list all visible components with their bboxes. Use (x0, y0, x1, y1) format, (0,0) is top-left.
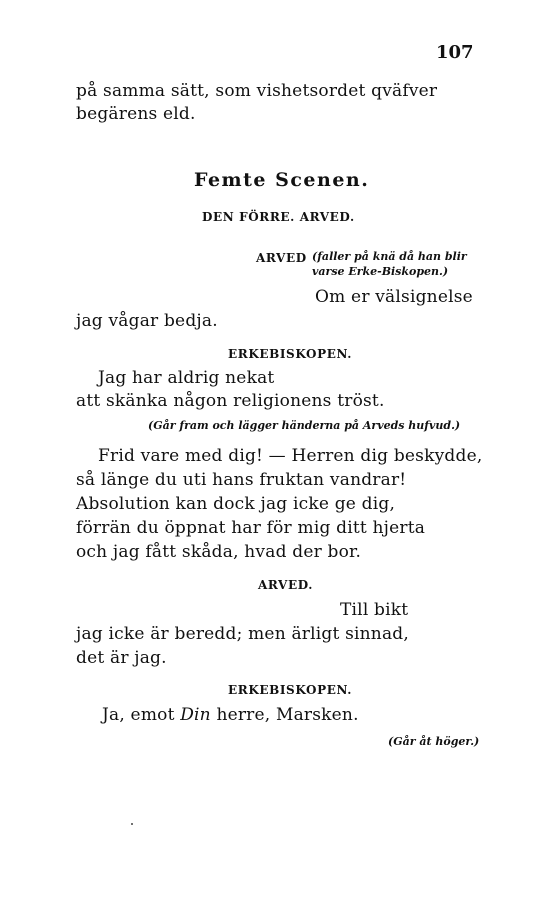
verse-line: och jag fått skåda, hvad der bor. (76, 542, 362, 562)
verse-line: Om er välsignelse (315, 287, 473, 307)
verse-line: Frid vare med dig! — Herren dig beskydde, (98, 446, 483, 466)
emphasized-word: Din (180, 705, 211, 725)
verse-line: jag icke är beredd; men ärligt sinnad, (76, 624, 409, 644)
verse-line: Absolution kan dock jag icke ge dig, (76, 494, 396, 514)
verse-text: herre, Marsken. (210, 705, 359, 725)
speaker-name: ARVED (256, 251, 307, 265)
speaker-name: ERKEBISKOPEN. (228, 683, 353, 697)
verse-line: begärens eld. (76, 104, 196, 124)
verse-line: på samma sätt, som vishetsordet qväfver (76, 81, 438, 101)
speaker-name: ERKEBISKOPEN. (228, 347, 353, 361)
stage-direction: (Går fram och lägger händerna på Arveds hufvud.) (148, 419, 461, 432)
verse-line: så länge du uti hans fruktan vandrar! (76, 470, 407, 490)
stage-direction: varse Erke-Biskopen.) (312, 265, 449, 278)
print-speck (131, 823, 133, 825)
verse-text: Ja, emot (102, 705, 181, 725)
verse-line: jag vågar bedja. (76, 311, 218, 331)
cast-list: DEN FÖRRE. ARVED. (202, 210, 355, 224)
verse-line (102, 705, 359, 725)
stage-direction: (Går åt höger.) (388, 735, 480, 748)
speaker-name: ARVED. (258, 578, 314, 592)
verse-line: Jag har aldrig nekat (98, 368, 275, 388)
verse-line: förrän du öppnat har för mig ditt hjerta (76, 518, 426, 538)
stage-direction: (faller på knä då han blir (312, 250, 467, 263)
verse-line: Till bikt (340, 600, 409, 620)
scene-title: Femte Scenen. (194, 169, 370, 191)
verse-line: att skänka någon religionens tröst. (76, 391, 385, 411)
page-number: 107 (436, 42, 474, 63)
verse-line: det är jag. (76, 648, 167, 668)
